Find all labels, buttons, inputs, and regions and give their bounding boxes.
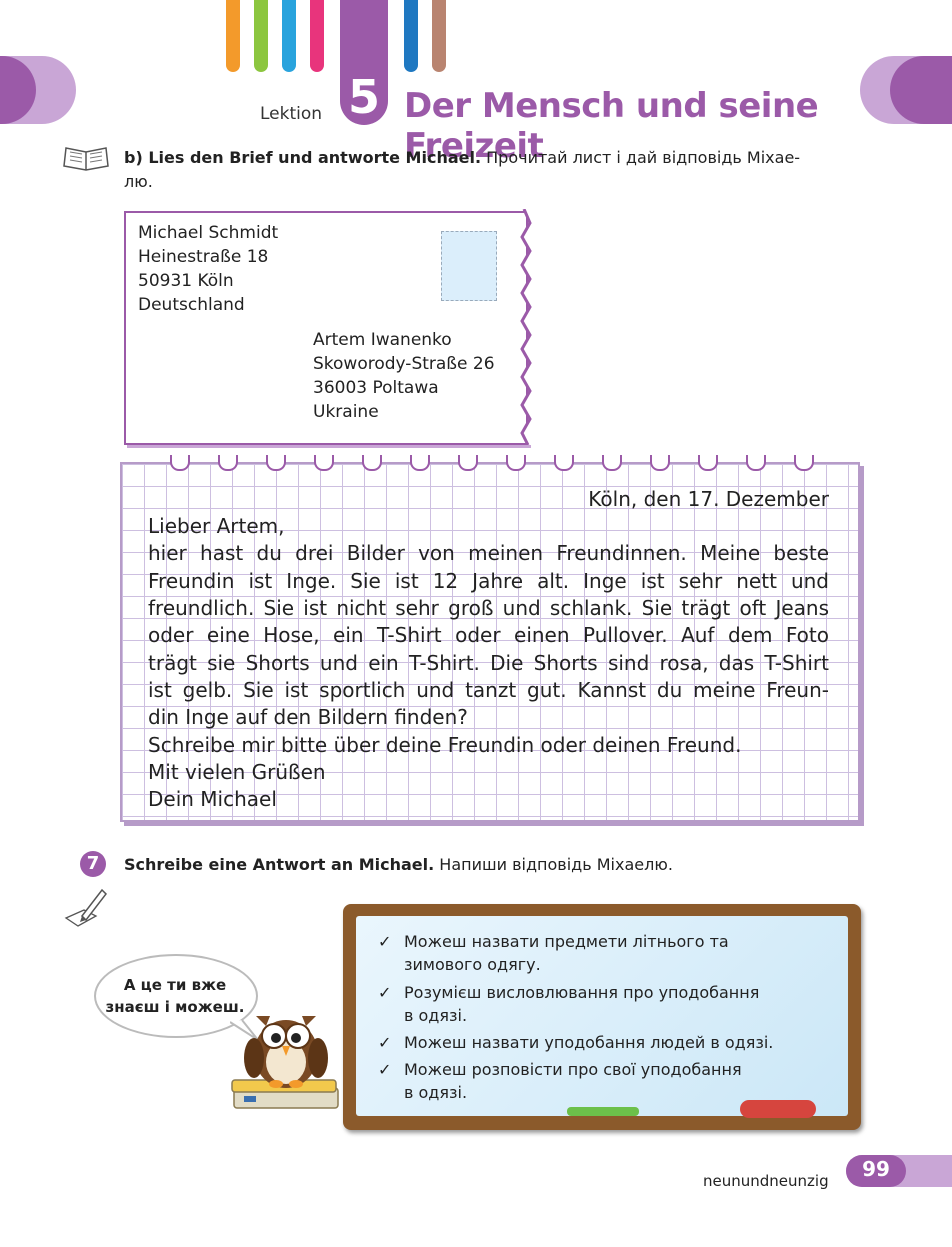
notebook-ring bbox=[506, 455, 526, 471]
recipient-line: Ukraine bbox=[313, 402, 379, 422]
task-b-bold: b) Lies den Brief und antworte Michael. bbox=[124, 148, 482, 167]
header-stripe-brown bbox=[432, 0, 446, 72]
checkmark-icon: ✓ bbox=[378, 1060, 392, 1079]
letter-line: Schreibe mir bitte über deine Freundin oder deinen Freund. bbox=[148, 733, 742, 757]
checklist-text: Можеш назвати уподобання людей в одязі. bbox=[404, 1033, 774, 1052]
notebook-ring bbox=[602, 455, 622, 471]
notebook-ring bbox=[170, 455, 190, 471]
letter-line: din Inge auf den Bildern finden? bbox=[148, 705, 468, 729]
task-b-instruction bbox=[124, 146, 864, 194]
notebook-ring bbox=[362, 455, 382, 471]
sender-line: Heinestraße 18 bbox=[138, 247, 269, 267]
header-stripe-blue bbox=[282, 0, 296, 72]
recipient-line: 36003 Poltawa bbox=[313, 378, 439, 398]
checklist-text: в одязі. bbox=[404, 1083, 468, 1102]
notebook-ring bbox=[554, 455, 574, 471]
header-stripe-darkblue bbox=[404, 0, 418, 72]
page-number-word: neunundneunzig bbox=[703, 1172, 829, 1190]
speech-bubble-text bbox=[100, 974, 250, 1018]
sender-address bbox=[138, 221, 278, 317]
sender-line: Deutschland bbox=[138, 295, 245, 315]
sender-line: 50931 Köln bbox=[138, 271, 234, 291]
lesson-number-badge bbox=[340, 0, 388, 125]
notebook-ring bbox=[746, 455, 766, 471]
lektion-label: Lektion bbox=[260, 104, 323, 124]
header-stripe-green bbox=[254, 0, 268, 72]
letter-line: Mit vielen Grüßen bbox=[148, 760, 326, 784]
task-7-bold: Schreibe eine Antwort an Michael. bbox=[124, 855, 435, 874]
page-number: 99 bbox=[862, 1157, 890, 1181]
letter-line: hier hast du drei Bilder von meinen Freundinnen. Meine beste bbox=[148, 541, 829, 565]
header-stripe-orange bbox=[226, 0, 240, 72]
owl-on-book-icon bbox=[230, 1004, 342, 1116]
pen-writing-icon bbox=[62, 886, 108, 932]
board-sponge bbox=[740, 1100, 816, 1118]
notebook-ring bbox=[410, 455, 430, 471]
checkmark-icon: ✓ bbox=[378, 932, 392, 951]
checkmark-icon: ✓ bbox=[378, 1033, 392, 1052]
page-title: Der Mensch und seine Freizeit bbox=[404, 86, 819, 166]
checklist-text: Можеш назвати предмети літнього та bbox=[404, 932, 729, 951]
letter-line: Lieber Artem, bbox=[148, 514, 285, 538]
task-b-text-cont: лю. bbox=[124, 172, 153, 191]
letter-line: Dein Michael bbox=[148, 787, 277, 811]
notebook-ring bbox=[794, 455, 814, 471]
envelope-torn-edge bbox=[514, 209, 538, 449]
recipient-line: Artem Iwanenko bbox=[313, 330, 452, 350]
recipient-address bbox=[313, 328, 495, 424]
letter-line: freundlich. Sie ist nicht sehr groß und schlank. Sie trägt oft Jeans bbox=[148, 596, 829, 620]
checklist-text: в одязі. bbox=[404, 1006, 468, 1025]
checklist-text: Розумієш висловлювання про уподобання bbox=[404, 983, 760, 1002]
notebook-ring bbox=[314, 455, 334, 471]
checklist-text: Можеш розповісти про свої уподобання bbox=[404, 1060, 742, 1079]
notebook-ring bbox=[266, 455, 286, 471]
speech-line: знаєш і можеш. bbox=[105, 998, 245, 1016]
notebook-ring bbox=[218, 455, 238, 471]
checklist-text: зимового одягу. bbox=[404, 955, 541, 974]
sender-line: Michael Schmidt bbox=[138, 223, 279, 243]
task-7-instruction bbox=[124, 853, 673, 877]
notebook-ring bbox=[698, 455, 718, 471]
chalk-stick bbox=[567, 1107, 639, 1116]
task-number-badge: 7 bbox=[80, 851, 106, 877]
letter-line: ist gelb. Sie ist sportlich und tanzt gut. Kannst du meine Freun- bbox=[148, 678, 829, 702]
checkmark-icon: ✓ bbox=[378, 983, 392, 1002]
header-stripe-pink bbox=[310, 0, 324, 72]
notebook-ring bbox=[650, 455, 670, 471]
lesson-number: 5 bbox=[347, 70, 380, 124]
letter-line: Freundin ist Inge. Sie ist 12 Jahre alt. Inge ist sehr nett und bbox=[148, 569, 829, 593]
open-book-icon bbox=[60, 140, 112, 176]
task-b-text: Прочитай лист і дай відповідь Міхае- bbox=[481, 148, 801, 167]
task-7-text: Напиши відповідь Міхаелю. bbox=[434, 855, 673, 874]
letter-date: Köln, den 17. Dezember bbox=[588, 487, 829, 511]
letter-line: oder eine Hose, ein T-Shirt oder einen Pullover. Auf dem Foto bbox=[148, 623, 829, 647]
postage-stamp bbox=[441, 231, 497, 301]
recipient-line: Skoworody-Straße 26 bbox=[313, 354, 495, 374]
speech-line: А це ти вже bbox=[123, 976, 227, 994]
notebook-ring bbox=[458, 455, 478, 471]
letter-line: trägt sie Shorts und ein T-Shirt. Die Shorts sind rosa, das T-Shirt bbox=[148, 651, 829, 675]
